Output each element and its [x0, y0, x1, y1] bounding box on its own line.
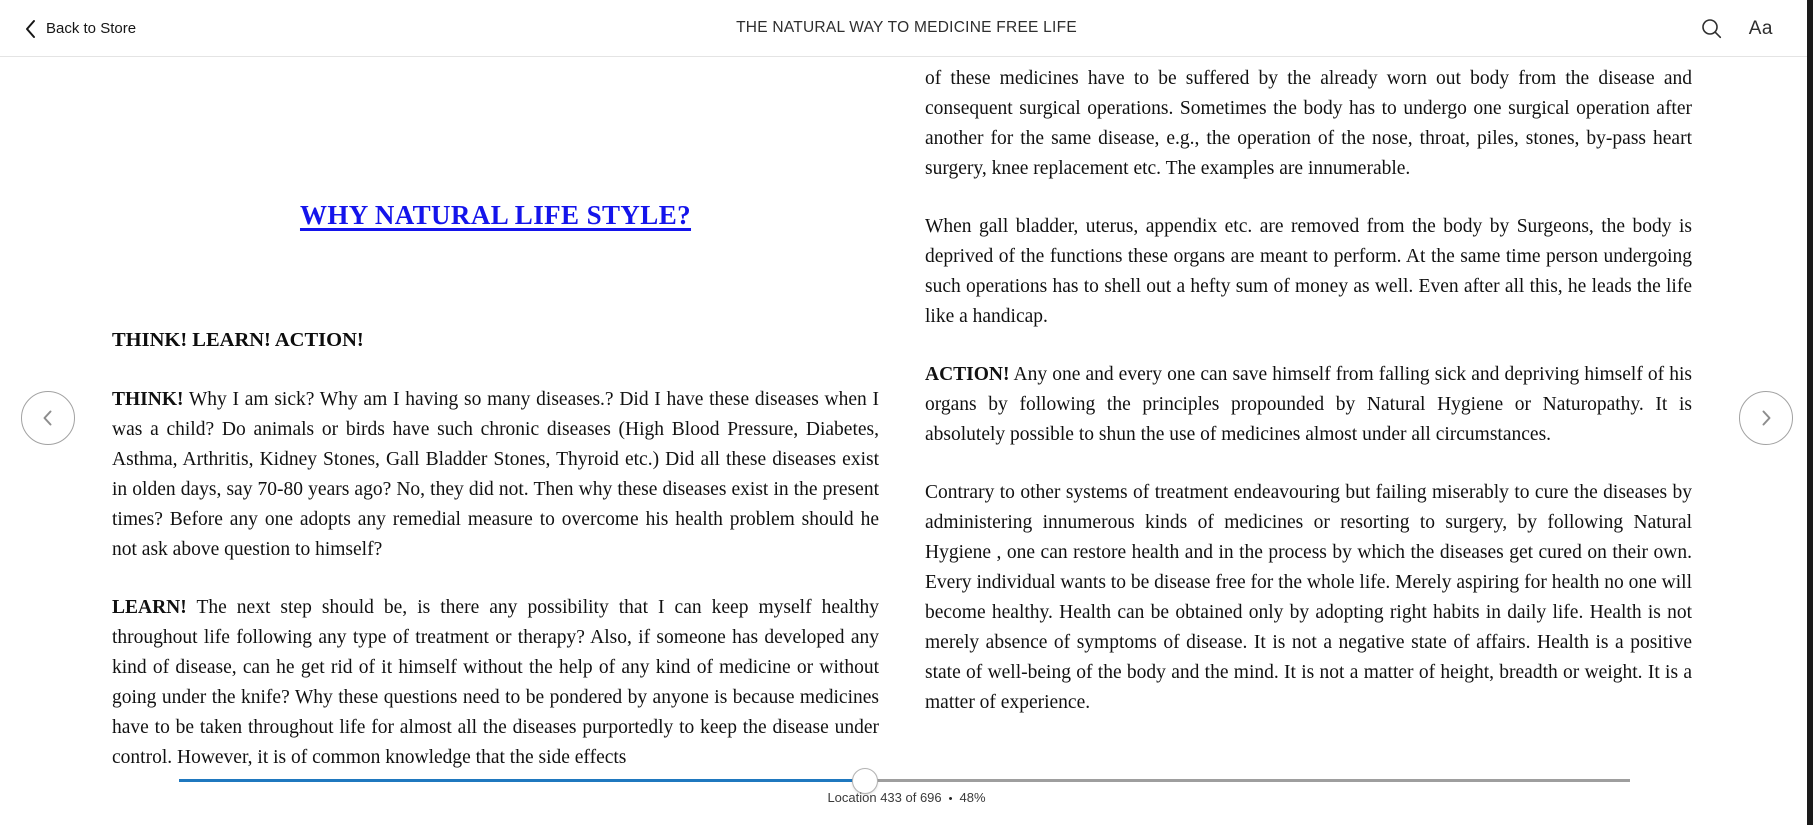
left-column — [112, 64, 879, 768]
paragraph — [925, 64, 1692, 184]
paragraph-lead: THINK! — [112, 389, 184, 410]
bullet-separator: • — [948, 793, 953, 805]
paragraph — [925, 478, 1692, 718]
paragraph-text: of these medicines have to be suffered by the already worn out body from the disease and consequent surgical operations. Sometimes the body has to undergo one surgical operation after another for the same disease, e.g., the operation of the nose, throat, piles, stones, by-pass heart surgery, knee replacement etc. The examples are innumerable. — [925, 68, 1692, 179]
window-edge-scrollbar[interactable] — [1807, 0, 1813, 825]
paragraph-think — [112, 385, 879, 565]
font-settings-icon: Aa — [1748, 17, 1773, 39]
book-page — [112, 58, 1692, 768]
book-title: THE NATURAL WAY TO MEDICINE FREE LIFE — [736, 19, 1077, 36]
search-icon — [1701, 18, 1722, 39]
paragraph-text: Why I am sick? Why am I having so many diseases.? Did I have these diseases when I was a child? Do animals or birds have such chronic diseases (High Blood Pressure, Diabetes, Asthma, Arthritis, Kidney Stones, Gall Bladder Stones, Thyroid etc.) Did all these diseases exist in olden days, say 70-80 years ago? No, they did not. Then why these diseases exist in the present times? Before any one adopts any remedial measure to overcome his health problem should he not ask above question to himself? — [112, 389, 879, 560]
location-status — [0, 790, 1813, 805]
topbar-actions — [1701, 0, 1773, 57]
previous-page-button[interactable] — [21, 391, 75, 445]
font-settings-button[interactable] — [1749, 18, 1773, 40]
location-text: Location 433 of 696 — [827, 790, 942, 805]
paragraph-text: Contrary to other systems of treatment endeavouring but failing miserably to cure the diseases by administering innumerous kinds of medicines or resorting to surgery, by following Natural Hygiene , one can restore health and in the process by which the diseases get cured on their own. Every individual wants to be disease free for the whole life. Merely aspiring for health no one will become healthy. Health can be obtained only by adopting right habits in daily life. Health is not merely absence of symptoms of disease. It is not a negative state of affairs. Health is a positive state of well-being of the body and the mind. It is not a matter of height, breadth or weight. It is a matter of experience. — [925, 482, 1692, 713]
back-to-store-label: Back to Store — [46, 20, 137, 37]
chevron-left-icon — [24, 19, 37, 39]
progress-fill — [179, 779, 865, 782]
chapter-heading-link[interactable]: WHY NATURAL LIFE STYLE? — [299, 200, 692, 230]
paragraph — [925, 212, 1692, 332]
paragraph-text: When gall bladder, uterus, appendix etc. are removed from the body by Surgeons, the body is deprived of the functions these organs are meant to perform. At the same time person undergoing such operations has to shell out a hefty sum of money as well. Even after all this, he leads the life like a handicap. — [925, 216, 1692, 327]
right-column — [925, 64, 1692, 733]
chevron-right-icon — [1756, 408, 1776, 428]
chevron-left-icon — [38, 408, 58, 428]
reading-progress-slider[interactable] — [179, 779, 1630, 782]
next-page-button[interactable] — [1739, 391, 1793, 445]
paragraph-action — [925, 360, 1692, 450]
paragraph-text: The next step should be, is there any possibility that I can keep myself healthy throughout life following any type of treatment or therapy? Also, if someone has developed any kind of disease, can he get rid of it himself without the help of any kind of medicine or without going under the knife? Why these questions need to be pondered by anyone is because medicines have to be taken throughout life for almost all the diseases purportedly to keep the disease under control. However, it is of common knowledge that the side effects — [112, 597, 879, 768]
paragraph-lead: ACTION! — [925, 364, 1010, 385]
paragraph-text: Any one and every one can save himself from falling sick and depriving himself of his organs by following the principles propounded by Natural Hygiene or Naturopathy. It is absolutely possible to shun the use of medicines almost under all circumstances. — [925, 364, 1692, 445]
paragraph-lead: LEARN! — [112, 597, 187, 618]
paragraph-learn — [112, 593, 879, 773]
reader-topbar — [0, 0, 1813, 57]
search-button[interactable] — [1701, 18, 1722, 39]
progress-percent-text: 48% — [959, 790, 986, 805]
back-to-store-button[interactable] — [24, 0, 136, 57]
section-subheading: THINK! LEARN! ACTION! — [112, 329, 364, 351]
